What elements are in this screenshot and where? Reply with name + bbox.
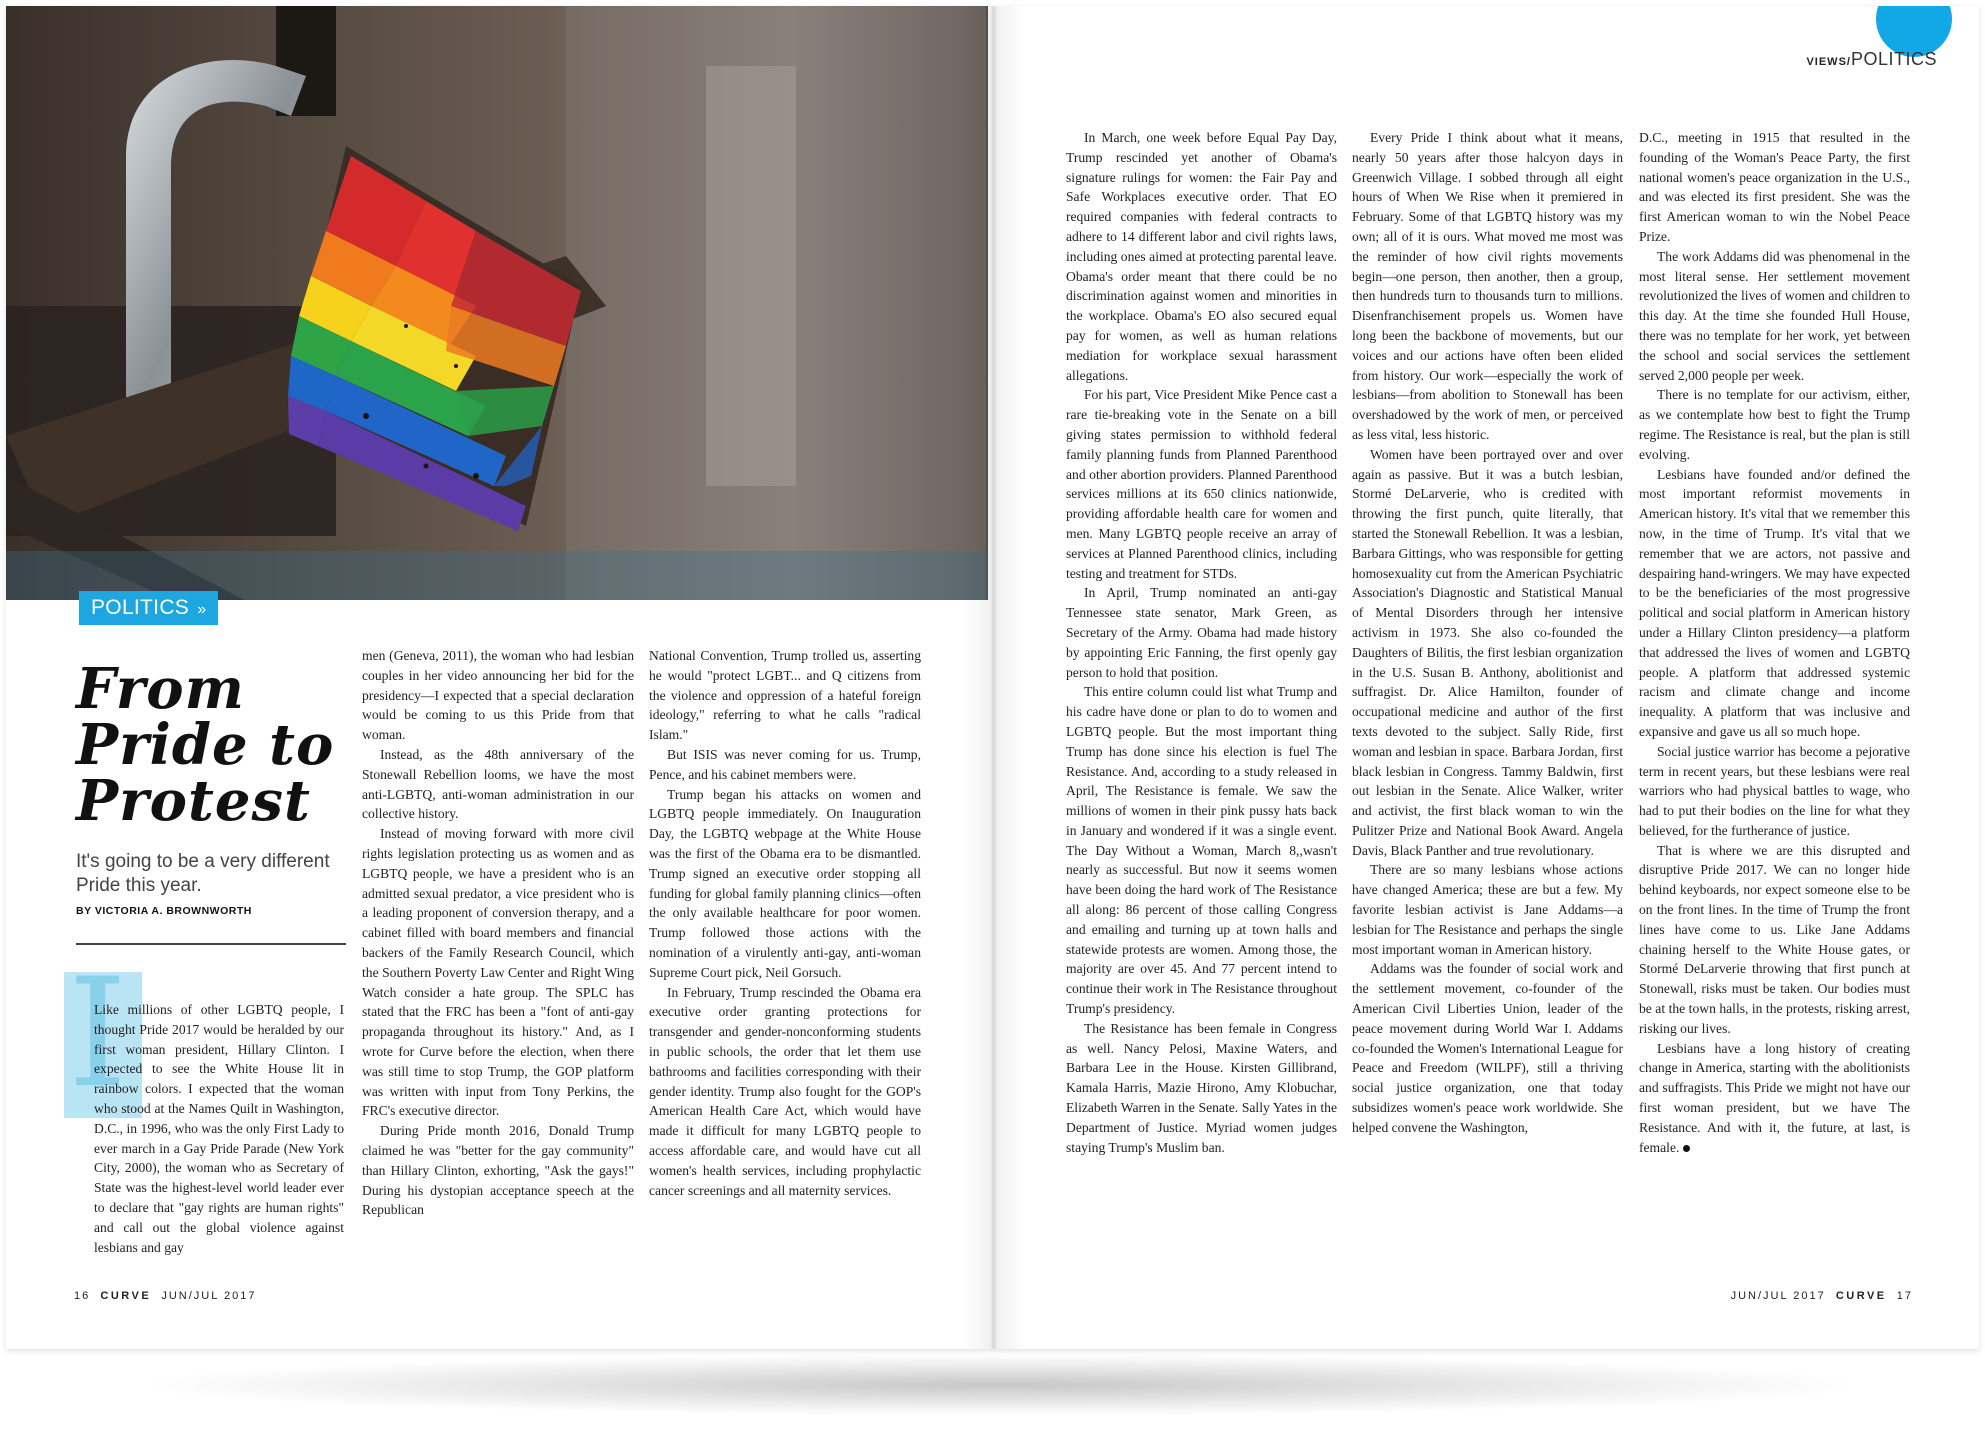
chevron-right-icon: »	[197, 601, 207, 618]
right-page	[994, 6, 1979, 1349]
spread-shadow	[150, 1355, 1850, 1415]
page-number: 17	[1896, 1290, 1913, 1302]
paragraph: There is no template for our activism, either, as we contemplate how best to fight the Trump regime. The Resistance is real, but the plan is still evolving.	[1639, 387, 1910, 462]
paragraph: There are so many lesbians whose actions have changed America; these are but a few. My favorite lesbian activist is Jane Addams—a lesbian for The Resistance and perhaps the single most important woman in American history.	[1352, 862, 1623, 957]
paragraph: Social justice warrior has become a pejorative term in recent years, but these lesbians were real warriors who had physical battles to wage, who had to put their bodies on the line for what they believed, for the furtherance of justice.	[1639, 743, 1910, 838]
drop-cap-letter: I	[68, 947, 128, 1121]
article-subtitle: It's going to be a very different Pride this year.	[76, 851, 330, 896]
paragraph: This entire column could list what Trump and his cadre have done or plan to do to women and LGBTQ people. But the most important thing Trump has done since his election is fuel The Resistance. And, according to a study released in April, The Resistance is female. We saw the millions of women in their pink pussy hats back in January and wondered if it was a single event. The Day Without a Woman, March 8,,wasn't nearly as successful. But now it seems women have been doing the hard work of The Resistance all along: 86 percent of those calling Congress and emailing and turning up at town halls and statewide protests are women. Among those, the majority are over 45. And 77 percent intend to continue their work in The Resistance throughout Trump's presidency.	[1066, 684, 1337, 1017]
paragraph: Like millions of other LGBTQ people, I thought Pride 2017 would be heralded by our first woman president, Hillary Clinton. I expected to see the White House lit in rainbow colors. I expected that the woman who stood at the Names Quilt in Washington, D.C., in 1996, who was the only First Lady to ever march in a Gay Pride Parade (New York City, 2000), the woman who as Secretary of State was the highest-level world leader ever to declare that "gay rights are human rights" and call out the global violence against lesbians and gay	[94, 1002, 344, 1255]
magazine-name: CURVE	[1835, 1290, 1887, 1302]
section-views: VIEWS	[1806, 56, 1847, 68]
right-column-1	[1066, 128, 1337, 1157]
paragraph: Instead, as the 48th anniversary of the Stonewall Rebellion looms, we have the most anti-LGBTQ, anti-woman administration in our collective history.	[362, 746, 634, 822]
paragraph: In April, Trump nominated an anti-gay Tennessee state senator, Mark Green, as Secretary of the Army. Obama had made history by appointing Eric Fanning, the first openly gay person to hold that position.	[1066, 585, 1337, 680]
issue-date: JUN/JUL 2017	[161, 1290, 257, 1302]
section-tag-label: POLITICS	[91, 596, 190, 619]
paragraph: That is where we are this disrupted and disruptive Pride 2017. We can no longer hide behind keyboards, nor expect someone else to be on the front lines. In the time of Trump the front lines have come to us. Like Jane Addams chaining herself to the White House gates, or Stormé DeLarverie throwing that first punch at Stonewall, risks must be taken. Our bodies must be at the town halls, in the protests, risking arrest, risking our lives.	[1639, 842, 1910, 1036]
paragraph: Addams was the founder of social work and the settlement movement, co-founder of the American Civil Liberties Union, leader of the peace movement during World War I. Addams co-founded the Women's International League for Peace and Freedom (WILPF), still a thriving social justice organization, one that today subsidizes women's peace work worldwide. She helped convene the Washington,	[1352, 961, 1623, 1135]
paragraph-final	[1639, 1039, 1910, 1158]
paragraph: Lesbians have a long history of creating change in America, starting with the abolitionists and suffragists. This Pride we might not have our first woman president, but we have The Resistance. And with it, the future, at last, is female.	[1639, 1040, 1910, 1155]
paragraph: men (Geneva, 2011), the woman who had lesbian couples in her video announcing her bid for the presidency—I expected that a special declaration would be coming to us this Pride from that woman.	[362, 648, 634, 743]
paragraph: During Pride month 2016, Donald Trump claimed he was "better for the gay community" than Hillary Clinton, exhorting, "Ask the gays!" During his dystopian acceptance speech at the Republican	[362, 1123, 634, 1218]
right-folio	[1731, 1290, 1913, 1302]
magazine-name: CURVE	[100, 1290, 152, 1302]
left-column-3	[649, 646, 921, 1200]
right-column-2	[1352, 128, 1623, 1138]
paragraph: Every Pride I think about what it means, nearly 50 years after those halcyon days in Greenwich Village. I sobbed through all eight hours of When We Rise when it premiered in February. Some of that LGBTQ history was my own; all of it is ours. What moved me most was the reminder of how civil rights movements begin—one person, then another, then a group, then hundreds turn to thousands turn to millions. Disenfranchisement propels us. Women have long been the backbone of movements, but our voices and our actions have often been elided from history. Our work—especially the work of lesbians—from abolition to Stonewall has been overshadowed by the work of men, or perceived as less vital, less historic.	[1352, 130, 1623, 442]
article-headline	[76, 656, 356, 834]
rainbow-padlock-photo	[6, 6, 988, 600]
end-mark-icon	[1683, 1145, 1690, 1152]
paragraph: In March, one week before Equal Pay Day, Trump rescinded yet another of Obama's signature rulings for women: the Fair Pay and Safe Workplaces executive order. That EO required companies with federal contracts to adhere to 14 different labor and civil rights laws, including ones aimed at protecting parental leave. Obama's order meant that there could be no discrimination against women and minorities in the workplace. Obama's EO also secured equal pay for women, as well as human relations mediation for workplace sexual harassment allegations.	[1066, 130, 1337, 383]
left-column-2	[362, 646, 634, 1220]
paragraph: For his part, Vice President Mike Pence cast a rare tie-breaking vote in the Senate on a bill giving states permission to withhold federal family planning funds from Planned Parenthood and other abortion providers. Planned Parenthood services millions at its 650 clinics nationwide, providing affordable health care for women and men. Many LGBTQ people receive an array of services at Planned Parenthood clinics, including testing and treatment for STDs.	[1066, 387, 1337, 581]
paragraph: In February, Trump rescinded the Obama era executive order granting protections for transgender and gender-nonconforming students in public schools, the order that let them use bathrooms and facilities corresponding with their gender identity. Trump also fought for the GOP's American Health Care Act, which would have made it difficult for many LGBTQ people to access affordable care, and would have cut all women's health services, including prophylactic cancer screenings and all maternity services.	[649, 984, 921, 1198]
section-tag-politics	[79, 591, 218, 625]
section-politics: POLITICS	[1850, 49, 1937, 69]
page-number: 16	[74, 1290, 91, 1302]
headline-line-1: From	[76, 656, 245, 722]
paragraph: Women have been portrayed over and over again as passive. But it was a butch lesbian, Stormé DeLarverie, who is credited with throwing the first punch, quite literally, that started the Stonewall Rebellion. It was a lesbian, Barbara Gittings, who was responsible for getting homosexuality cut from the American Psychiatric Association's Diagnostic and Statistical Manual of Mental Disorders through her intensive activism in 1973. She also co-founded the Daughters of Bilitis, the first lesbian organization in the U.S. Susan B. Anthony, abolitionist and suffragist. Dr. Alice Hamilton, founder of occupational medicine and author of the first texts devoted to the subject. Sally Ride, first woman and lesbian in space. Barbara Jordan, first black lesbian in Congress. Tammy Baldwin, first out lesbian in the Senate. Alice Walker, writer and activist, the first black woman to win the Pulitzer Prize and National Book Award. Angela Davis, Black Panther and true revolutionary.	[1352, 446, 1623, 858]
paragraph: The work Addams did was phenomenal in the most literal sense. Her settlement movement revolutionized the lives of women and children to this day. At the time she founded Hull House, there was no template for her work, yet between the school and social services the settlement served 2,000 people per week.	[1639, 248, 1910, 383]
article-byline: BY VICTORIA A. BROWNWORTH	[76, 905, 252, 917]
paragraph: National Convention, Trump trolled us, asserting he would "protect LGBT... and Q citizens from the violence and oppression of a hateful foreign ideology," referring to what he calls "radical Islam."	[649, 648, 921, 743]
paragraph: Lesbians have founded and/or defined the most important reformist movements in American history. It's vital that we remember this now, in the time of Trump. It's vital that we remember that we are actors, not passive and despairing hand-wringers. We may have expected to be the beneficiaries of the most progressive political and social platform in American history under a Hillary Clinton presidency—a platform that addressed the lives of women and LGBTQ people. A platform that addressed systemic racism and climate change and income inequality. A platform that was inclusive and expansive and gave us all so much hope.	[1639, 466, 1910, 739]
paragraph: Instead of moving forward with more civil rights legislation protecting us as women and as LGBTQ people, we have a president who is an admitted sexual predator, a vice president who is a leading proponent of conversion therapy, and a cabinet filled with board members and financial backers of the Family Research Council, which the Southern Poverty Law Center and Right Wing Watch consider a hate group. The SPLC has stated that the FRC has been a "font of anti-gay propaganda throughout its history." And, as I wrote for Curve before the election, when there was still time to stop Trump, the GOP platform was written with input from Tony Perkins, the FRC's executive director.	[362, 826, 634, 1119]
left-folio	[74, 1290, 256, 1302]
paragraph: Trump began his attacks on women and LGBTQ people immediately. On Inauguration Day, the LGBTQ webpage at the White House was the first of the Obama era to be dismantled. Trump signed an executive order stopping all funding for global family planning clinics—often the only available healthcare for poor women. Trump followed those actions with the nomination of a virulently anti-gay, anti-woman Supreme Court pick, Neil Gorsuch.	[649, 786, 921, 980]
issue-date: JUN/JUL 2017	[1730, 1290, 1826, 1302]
left-page	[6, 6, 994, 1349]
paragraph: The Resistance has been female in Congress as well. Nancy Pelosi, Maxine Waters, and Barbara Lee in the House. Kirsten Gillibrand, Kamala Harris, Mazie Hirono, Amy Klobuchar, Elizabeth Warren in the Senate. Sally Yates in the Department of Justice. Myriad women judges staying Trump's Muslim ban.	[1066, 1020, 1337, 1155]
right-column-3	[1639, 128, 1910, 1157]
byline-rule	[76, 943, 346, 945]
paragraph: D.C., meeting in 1915 that resulted in the founding of the Woman's Peace Party, the first national women's peace organization in the U.S., and was elected its first president. She was the first American woman to win the Nobel Peace Prize.	[1639, 130, 1910, 244]
section-header: VIEWS/POLITICS	[1806, 49, 1937, 69]
headline-line-3: Protest	[76, 768, 311, 834]
paragraph: But ISIS was never coming for us. Trump, Pence, and his cabinet members were.	[649, 746, 921, 782]
left-column-1	[70, 1000, 344, 1257]
headline-line-2: Pride to	[76, 712, 335, 778]
